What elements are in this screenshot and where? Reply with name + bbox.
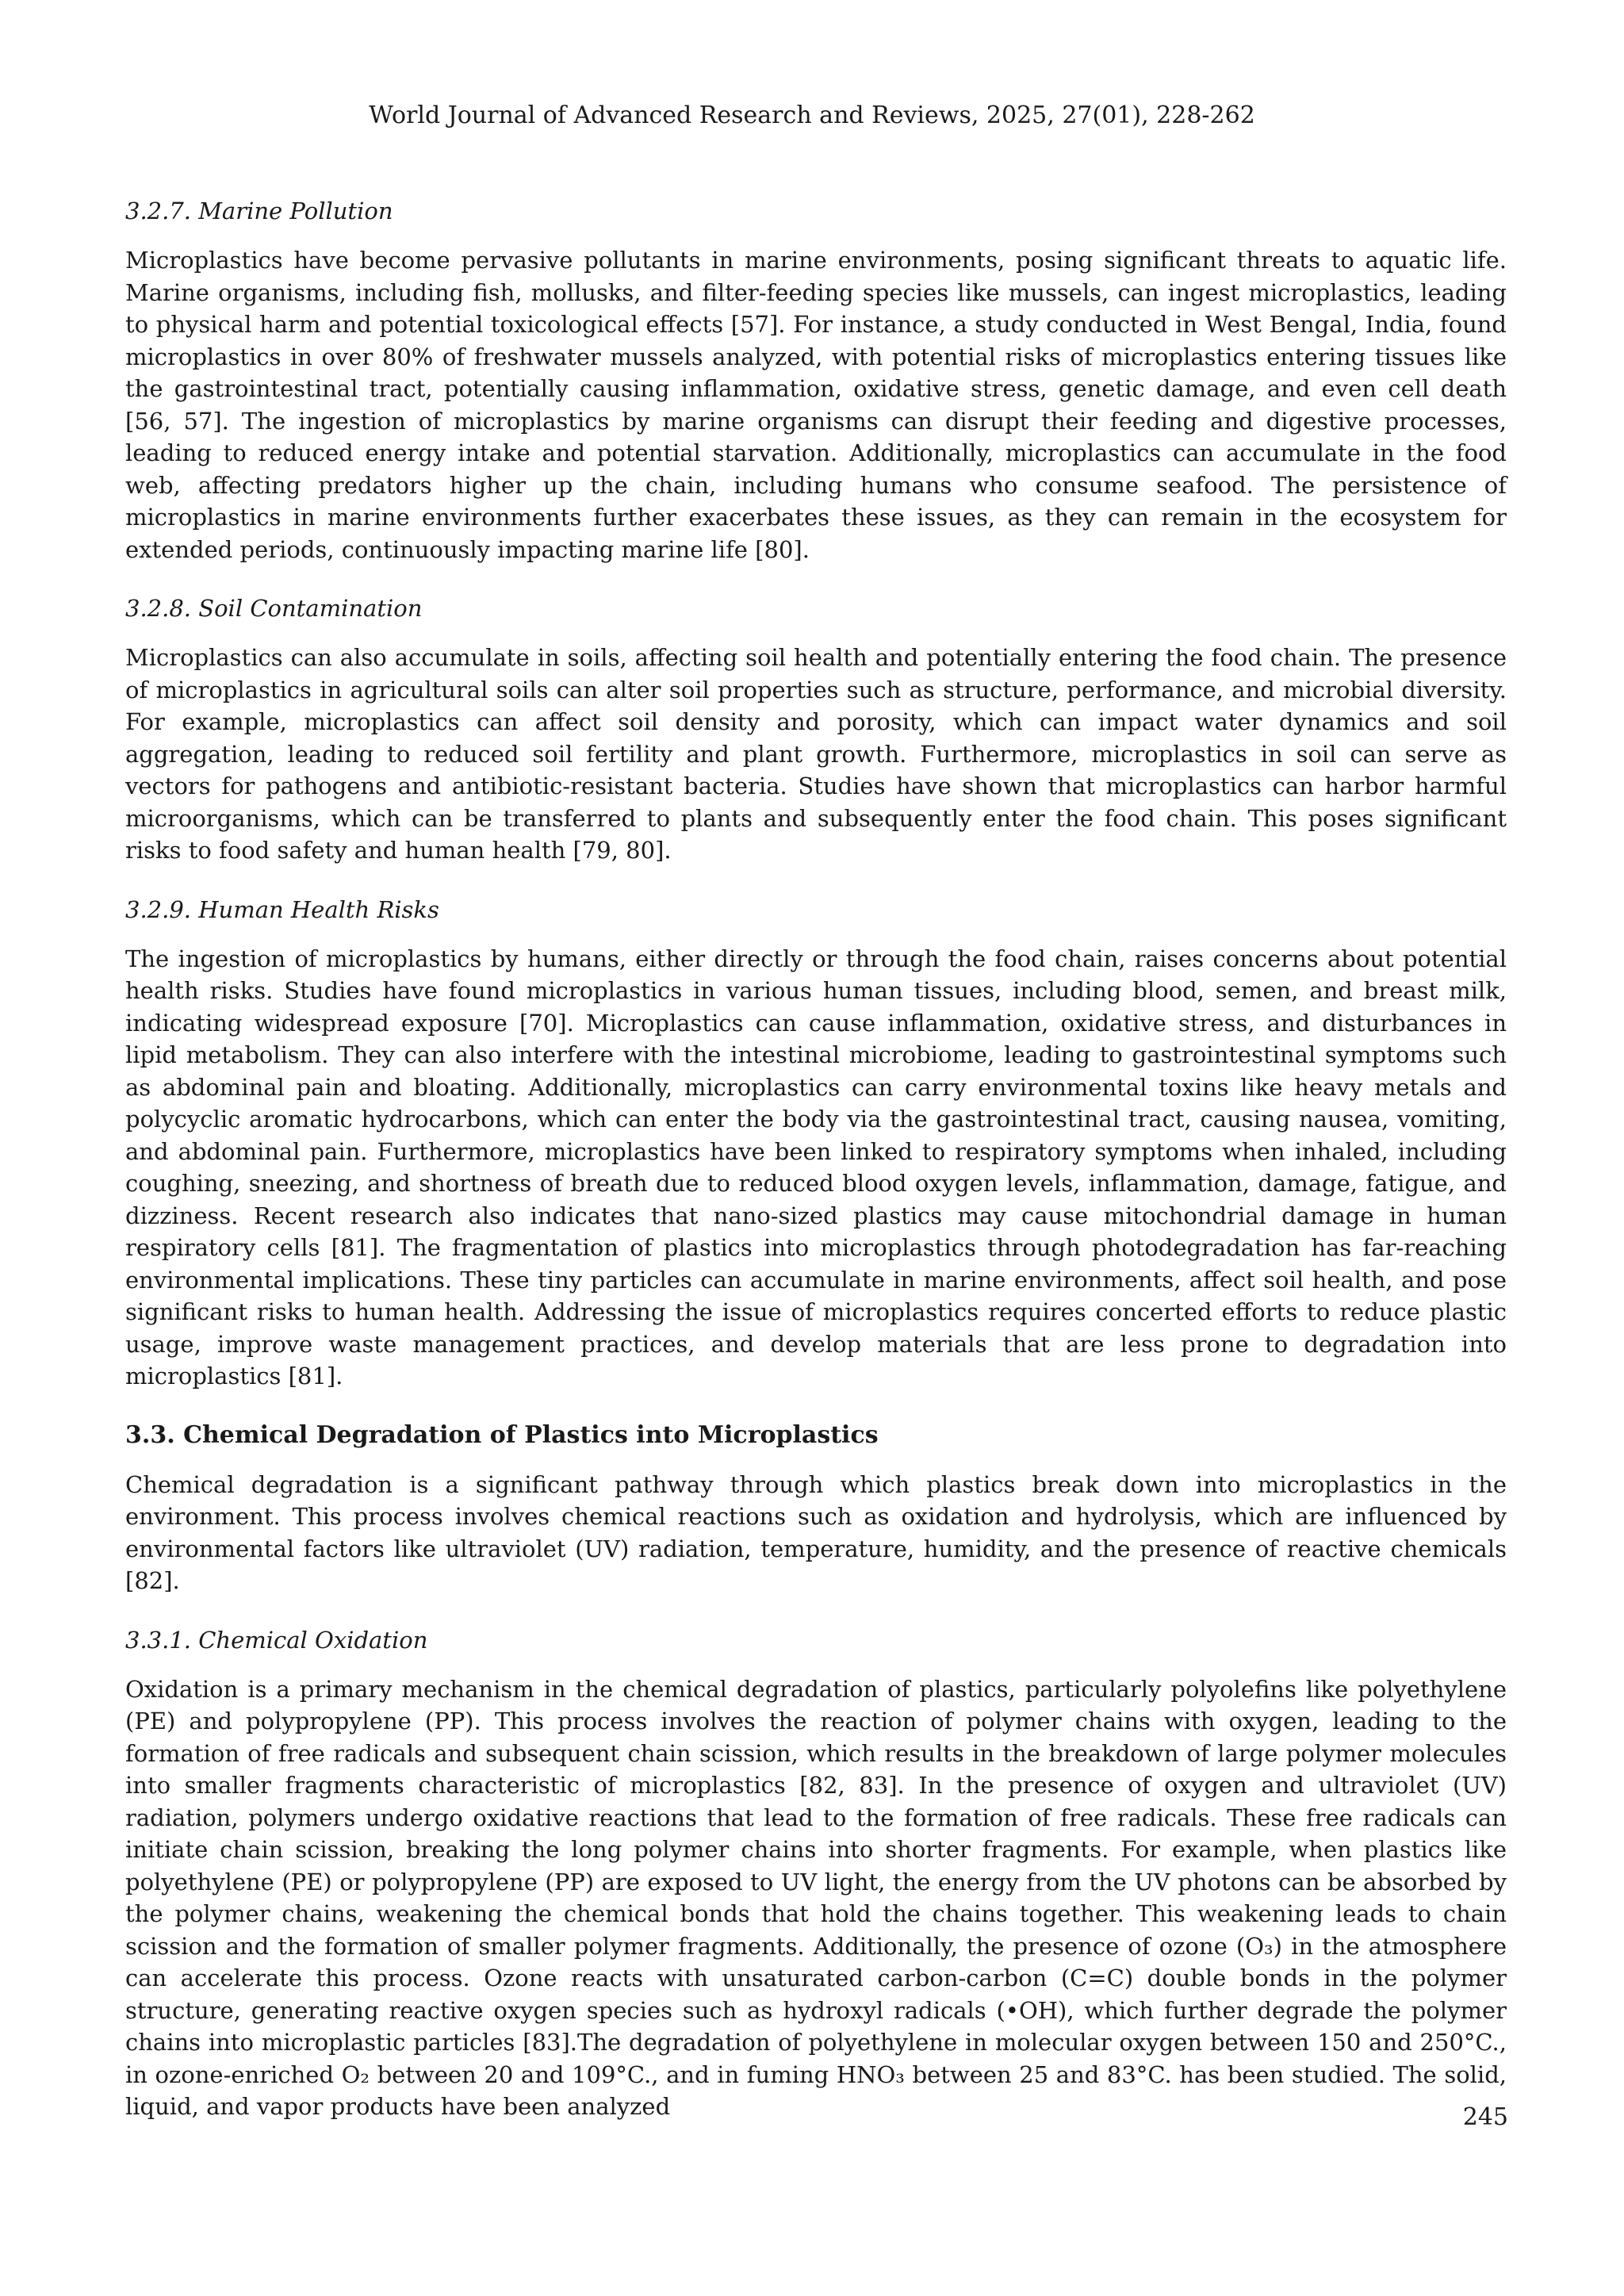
body-paragraph: Microplastics have become pervasive pollutants in marine environments, posing significant threats to aquatic life. Marine organisms, including fish, mollusks, and filter-feeding species like mussels, can ingest microplastics, leading to physical harm and potential toxicological effects [57]. For instance, a study conducted in West Bengal, India, found microplastics in over 80% of freshwater mussels analyzed, with potential risks of microplastics entering tissues like the gastrointestinal tract, potentially causing inflammation, oxidative stress, genetic damage, and even cell death [56, 57]. The ingestion of microplastics by marine organisms can disrupt their feeding and digestive processes, leading to reduced energy intake and potential starvation. Additionally, microplastics can accumulate in the food web, affecting predators higher up the chain, including humans who consume seafood. The persistence of microplastics in marine environments further exacerbates these issues, as they can remain in the ecosystem for extended periods, continuously impacting marine life [80]. — [125, 247, 1507, 563]
section-heading: 3.2.7. Marine Pollution — [125, 197, 393, 224]
section-heading: 3.3.1. Chemical Oxidation — [125, 1626, 428, 1654]
body-paragraph: Microplastics can also accumulate in soils, affecting soil health and potentially entering the food chain. The presence of microplastics in agricultural soils can alter soil properties such as structure, performance, and microbial diversity. For example, microplastics can affect soil density and porosity, which can impact water dynamics and soil aggregation, leading to reduced soil fertility and plant growth. Furthermore, microplastics in soil can serve as vectors for pathogens and antibiotic-resistant bacteria. Studies have shown that microplastics can harbor harmful microorganisms, which can be transferred to plants and subsequently enter the food chain. This poses significant risks to food safety and human health [79, 80]. — [125, 644, 1507, 864]
body-paragraph: Oxidation is a primary mechanism in the chemical degradation of plastics, particularly polyolefins like polyethylene (PE) and polypropylene (PP). This process involves the reaction of polymer chains with oxygen, leading to the formation of free radicals and subsequent chain scission, which results in the breakdown of large polymer molecules into smaller fragments characteristic of microplastics [82, 83]. In the presence of oxygen and ultraviolet (UV) radiation, polymers undergo oxidative reactions that lead to the formation of free radicals. These free radicals can initiate chain scission, breaking the long polymer chains into shorter fragments. For example, when plastics like polyethylene (PE) or polypropylene (PP) are exposed to UV light, the energy from the UV photons can be absorbed by the polymer chains, weakening the chemical bonds that hold the chains together. This weakening leads to chain scission and the formation of smaller polymer fragments. Additionally, the presence of ozone (O₃) in the atmosphere can accelerate this process. Ozone reacts with unsaturated carbon-carbon (C=C) double bonds in the polymer structure, generating reactive oxygen species such as hydroxyl radicals (•OH), which further degrade the polymer chains into microplastic particles [83].The degradation of polyethylene in molecular oxygen between 150 and 250°C., in ozone-enriched O₂ between 20 and 109°C., and in fuming HNO₃ between 25 and 83°C. has been studied. The solid, liquid, and vapor products have been analyzed — [125, 1675, 1507, 2120]
section-chemical-oxidation — [125, 1624, 1507, 2123]
section-marine-pollution — [125, 195, 1507, 565]
section-human-health-risks — [125, 894, 1507, 1393]
section-soil-contamination — [125, 592, 1507, 867]
body-paragraph: Chemical degradation is a significant pathway through which plastics break down into microplastics in the environment. This process involves chemical reactions such as oxidation and hydrolysis, which are influenced by environmental factors like ultraviolet (UV) radiation, temperature, humidity, and the presence of reactive chemicals [82]. — [125, 1470, 1507, 1594]
section-heading: 3.2.8. Soil Contamination — [125, 595, 423, 622]
section-chemical-degradation — [125, 1420, 1507, 1597]
body-paragraph: The ingestion of microplastics by humans, either directly or through the food chain, raises concerns about potential health risks. Studies have found microplastics in various human tissues, including blood, semen, and breast milk, indicating widespread exposure [70]. Microplastics can cause inflammation, oxidative stress, and disturbances in lipid metabolism. They can also interfere with the intestinal microbiome, leading to gastrointestinal symptoms such as abdominal pain and bloating. Additionally, microplastics can carry environmental toxins like heavy metals and polycyclic aromatic hydrocarbons, which can enter the body via the gastrointestinal tract, causing nausea, vomiting, and abdominal pain. Furthermore, microplastics have been linked to respiratory symptoms when inhaled, including coughing, sneezing, and shortness of breath due to reduced blood oxygen levels, inflammation, damage, fatigue, and dizziness. Recent research also indicates that nano-sized plastics may cause mitochondrial damage in human respiratory cells [81]. The fragmentation of plastics into microplastics through photodegradation has far-reaching environmental implications. These tiny particles can accumulate in marine environments, affect soil health, and pose significant risks to human health. Addressing the issue of microplastics requires concerted efforts to reduce plastic usage, improve waste management practices, and develop materials that are less prone to degradation into microplastics [81]. — [125, 945, 1507, 1389]
article-body — [125, 195, 1507, 2150]
page-number: 245 — [1462, 2103, 1508, 2131]
running-header: World Journal of Advanced Research and Reviews, 2025, 27(01), 228-262 — [369, 102, 1255, 129]
section-heading: 3.2.9. Human Health Risks — [125, 895, 439, 923]
section-heading: 3.3. Chemical Degradation of Plastics into Microplastics — [125, 1420, 879, 1449]
